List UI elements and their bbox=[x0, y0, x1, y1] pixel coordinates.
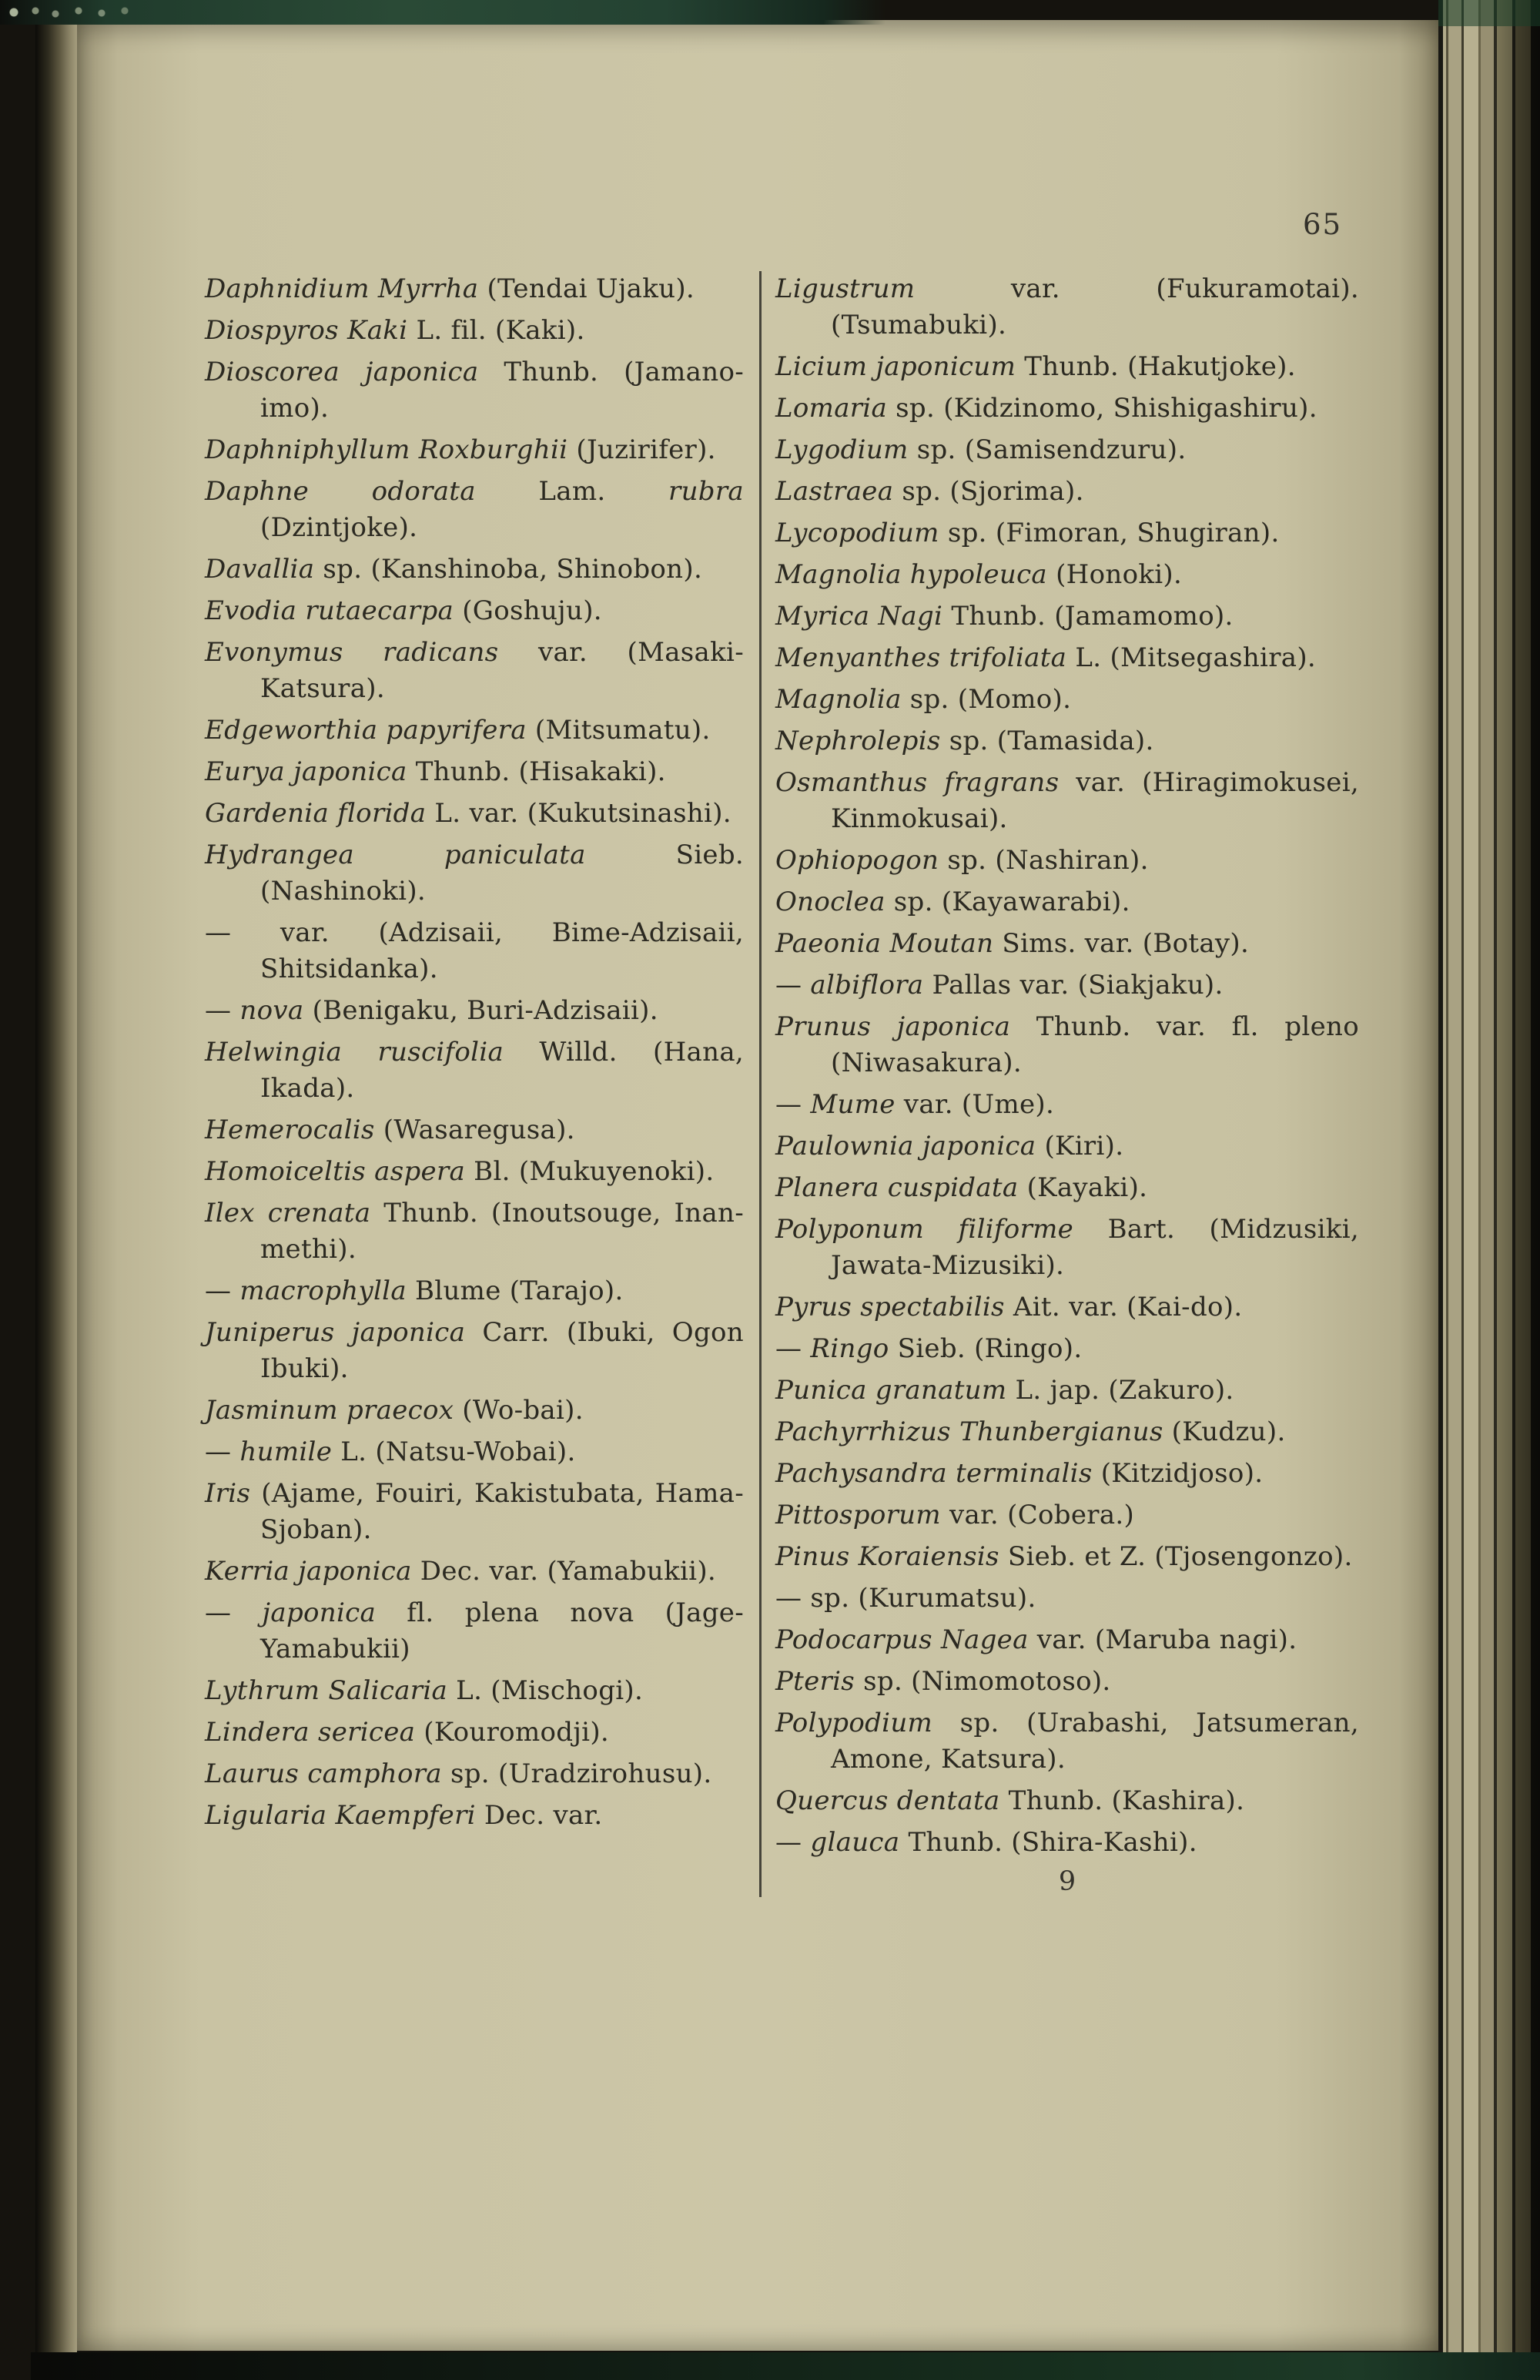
roman-text-segment: sp. (Kidzinomo, Shishigashiru). bbox=[887, 393, 1317, 424]
roman-text-segment: Thunb. (Hisakaki). bbox=[407, 756, 666, 787]
plant-entry bbox=[775, 765, 1359, 837]
latin-name-segment: Quercus dentata bbox=[775, 1785, 1000, 1816]
left-column bbox=[205, 271, 744, 1897]
plant-entry bbox=[775, 557, 1359, 593]
roman-text-segment: Carr. (Ibuki, Ogon Ibuki). bbox=[260, 1317, 744, 1384]
plant-entry bbox=[205, 1434, 744, 1470]
latin-name-segment: Podocarpus Nagea bbox=[775, 1624, 1029, 1655]
latin-name-segment: Onoclea bbox=[775, 887, 886, 917]
roman-text-segment: (Wo-bai). bbox=[454, 1395, 584, 1426]
plant-entry bbox=[775, 1825, 1359, 1861]
roman-text-segment: — bbox=[205, 1275, 240, 1306]
latin-name-segment: Magnolia hypoleuca bbox=[775, 559, 1047, 590]
roman-text-segment: Thunb. (Kashira). bbox=[999, 1785, 1245, 1816]
plant-entry bbox=[775, 349, 1359, 385]
latin-name-segment: Juniperus japonica bbox=[205, 1317, 466, 1348]
roman-text-segment: L. (Mitsegashira). bbox=[1066, 642, 1316, 673]
roman-text-segment: Thunb. (Shira-Kashi). bbox=[899, 1827, 1197, 1858]
roman-text-segment: — bbox=[775, 1827, 811, 1858]
roman-text-segment: var. (Masaki-Katsura). bbox=[260, 637, 744, 704]
latin-name-segment: Planera cuspidata bbox=[775, 1172, 1019, 1203]
latin-name-segment: Pteris bbox=[775, 1666, 855, 1697]
plant-entry bbox=[205, 1595, 744, 1668]
latin-name-segment: Edgeworthia papyrifera bbox=[205, 715, 527, 746]
latin-name-segment: Ophiopogon bbox=[775, 845, 939, 876]
latin-name-segment: Pyrus spectabilis bbox=[775, 1292, 1005, 1322]
plant-entry bbox=[775, 1497, 1359, 1534]
roman-text-segment: sp. (Fimoran, Shugiran). bbox=[939, 518, 1280, 548]
cover-ornament bbox=[5, 3, 151, 22]
latin-name-segment: Ligustrum bbox=[775, 273, 916, 304]
roman-text-segment: var. (Hiragimokusei, Kinmokusai). bbox=[831, 767, 1359, 834]
plant-entry bbox=[775, 1414, 1359, 1450]
roman-text-segment: Sims. var. (Botay). bbox=[993, 928, 1250, 959]
roman-text-segment: var. (Ume). bbox=[895, 1089, 1055, 1120]
latin-name-segment: rubra bbox=[668, 476, 744, 507]
roman-text-segment: sp. (Sjorima). bbox=[893, 476, 1084, 507]
plant-entry bbox=[775, 1622, 1359, 1658]
roman-text-segment: sp. (Samisendzuru). bbox=[908, 434, 1187, 465]
plant-entry bbox=[775, 1212, 1359, 1284]
latin-name-segment: Ringo bbox=[810, 1333, 889, 1364]
plant-entry bbox=[775, 1581, 1359, 1617]
roman-text-segment: Thunb. (Jamamomo). bbox=[942, 601, 1234, 632]
latin-name-segment: Lygodium bbox=[775, 434, 909, 465]
latin-name-segment: Mume bbox=[810, 1089, 896, 1120]
roman-text-segment: sp. (Tamasida). bbox=[940, 726, 1154, 756]
plant-entry bbox=[775, 723, 1359, 759]
latin-name-segment: Osmanthus fragrans bbox=[775, 767, 1060, 798]
latin-name-segment: Pittosporum bbox=[775, 1500, 941, 1530]
plant-entry bbox=[205, 796, 744, 832]
plant-entry bbox=[775, 1664, 1359, 1700]
plant-entry bbox=[775, 967, 1359, 1004]
plant-entry bbox=[205, 1673, 744, 1709]
latin-name-segment: Davallia bbox=[205, 554, 315, 585]
roman-text-segment: Lam. bbox=[475, 476, 669, 507]
right-column-list bbox=[775, 271, 1359, 1861]
plant-entry bbox=[775, 926, 1359, 962]
roman-text-segment: (Honoki). bbox=[1047, 559, 1183, 590]
plant-entry bbox=[775, 432, 1359, 468]
latin-name-segment: Pachyrrhizus Thunbergianus bbox=[775, 1416, 1163, 1447]
plant-entry bbox=[775, 1128, 1359, 1165]
latin-name-segment: Lindera sericea bbox=[205, 1717, 416, 1748]
roman-text-segment: (Dzintjoke). bbox=[260, 512, 418, 543]
latin-name-segment: Myrica Nagi bbox=[775, 601, 943, 632]
latin-name-segment: Helwingia ruscifolia bbox=[205, 1037, 504, 1068]
roman-text-segment: Dec. var. bbox=[475, 1800, 603, 1831]
latin-name-segment: Gardenia florida bbox=[205, 798, 427, 829]
page-number: 65 bbox=[1303, 208, 1343, 241]
latin-name-segment: Pachysandra terminalis bbox=[775, 1458, 1093, 1489]
roman-text-segment: fl. plena nova (Jage-Yamabukii) bbox=[260, 1597, 744, 1664]
roman-text-segment: (Ajame, Fouiri, Kakistubata, Hama-Sjoban). bbox=[250, 1478, 744, 1545]
latin-name-segment: Magnolia bbox=[775, 684, 902, 715]
roman-text-segment: var. (Cobera.) bbox=[940, 1500, 1135, 1530]
roman-text-segment: (Kitzidjoso). bbox=[1092, 1458, 1264, 1489]
roman-text-segment: L. (Mischogi). bbox=[447, 1675, 644, 1706]
plant-entry bbox=[205, 551, 744, 588]
plant-entry bbox=[205, 1273, 744, 1309]
plant-entry bbox=[205, 1315, 744, 1387]
roman-text-segment: (Mitsumatu). bbox=[526, 715, 711, 746]
plant-entry bbox=[205, 1476, 744, 1548]
plant-entry bbox=[775, 598, 1359, 635]
roman-text-segment: sp. (Uradzirohusu). bbox=[441, 1758, 712, 1789]
latin-name-segment: Hemerocalis bbox=[205, 1115, 375, 1145]
plant-entry bbox=[775, 843, 1359, 879]
book-cover-edge-bottom bbox=[31, 2352, 1540, 2380]
latin-name-segment: Pinus Koraiensis bbox=[775, 1541, 999, 1572]
plant-entry bbox=[775, 884, 1359, 920]
roman-text-segment: — bbox=[775, 1333, 811, 1364]
latin-name-segment: Lycopodium bbox=[775, 518, 939, 548]
plant-entry bbox=[205, 1034, 744, 1107]
plant-entry bbox=[775, 1009, 1359, 1081]
latin-name-segment: Punica granatum bbox=[775, 1375, 1007, 1406]
roman-text-segment: var. (Fukuramotai). (Tsumabuki). bbox=[831, 273, 1359, 340]
roman-text-segment: sp. (Nimomotoso). bbox=[855, 1666, 1111, 1697]
latin-name-segment: Ligularia Kaempferi bbox=[205, 1800, 476, 1831]
latin-name-segment: Licium japonicum bbox=[775, 351, 1016, 382]
plant-entry bbox=[205, 432, 744, 468]
plant-entry bbox=[205, 593, 744, 629]
plant-entry bbox=[205, 1195, 744, 1268]
latin-name-segment: Diospyros Kaki bbox=[205, 315, 408, 346]
roman-text-segment: Thunb. (Hakutjoke). bbox=[1016, 351, 1296, 382]
latin-name-segment: Evonymus radicans bbox=[205, 637, 499, 668]
roman-text-segment: — bbox=[205, 1436, 240, 1467]
latin-name-segment: Lythrum Salicaria bbox=[205, 1675, 448, 1706]
roman-text-segment: sp. (Kayawarabi). bbox=[885, 887, 1130, 917]
latin-name-segment: albiflora bbox=[810, 970, 924, 1001]
latin-name-segment: Daphnidium Myrrha bbox=[205, 273, 479, 304]
roman-text-segment: Thunb. (Inoutsouge, Inan-methi). bbox=[260, 1198, 744, 1265]
plant-entry bbox=[775, 1087, 1359, 1123]
roman-text-segment: Bl. (Mukuyenoki). bbox=[465, 1156, 715, 1187]
roman-text-segment: Thunb. var. fl. pleno (Niwasakura). bbox=[831, 1011, 1359, 1078]
roman-text-segment: (Kouromodji). bbox=[415, 1717, 610, 1748]
plant-entry bbox=[205, 1154, 744, 1190]
latin-name-segment: Nephrolepis bbox=[775, 726, 941, 756]
roman-text-segment: Sieb. et Z. (Tjosengonzo). bbox=[999, 1541, 1353, 1572]
roman-text-segment: L. var. (Kukutsinashi). bbox=[426, 798, 732, 829]
latin-name-segment: Daphne odorata bbox=[205, 476, 476, 507]
latin-name-segment: Prunus japonica bbox=[775, 1011, 1011, 1042]
column-divider-rule bbox=[759, 271, 762, 1897]
plant-entry bbox=[205, 474, 744, 546]
plant-entry bbox=[205, 313, 744, 349]
roman-text-segment: (Benigaku, Buri-Adzisaii). bbox=[303, 995, 658, 1026]
plant-entry bbox=[205, 635, 744, 707]
roman-text-segment: Pallas var. (Siakjaku). bbox=[923, 970, 1224, 1001]
latin-name-segment: Ilex crenata bbox=[205, 1198, 371, 1229]
roman-text-segment: (Kayaki). bbox=[1018, 1172, 1148, 1203]
latin-name-segment: Polypodium bbox=[775, 1708, 933, 1738]
plant-entry bbox=[775, 682, 1359, 718]
latin-name-segment: macrophylla bbox=[239, 1275, 407, 1306]
plant-entry bbox=[205, 354, 744, 427]
roman-text-segment: (Kiri). bbox=[1036, 1131, 1124, 1162]
roman-text-segment: L. jap. (Zakuro). bbox=[1006, 1375, 1234, 1406]
latin-name-segment: Menyanthes trifoliata bbox=[775, 642, 1067, 673]
latin-name-segment: Laurus camphora bbox=[205, 1758, 442, 1789]
roman-text-segment: Ait. var. (Kai-do). bbox=[1004, 1292, 1243, 1322]
roman-text-segment: var. (Maruba nagi). bbox=[1028, 1624, 1297, 1655]
plant-entry bbox=[205, 712, 744, 749]
plant-entry bbox=[205, 1715, 744, 1751]
roman-text-segment: sp. (Nashiran). bbox=[939, 845, 1149, 876]
latin-name-segment: japonica bbox=[262, 1597, 377, 1628]
plant-entry bbox=[775, 515, 1359, 551]
latin-name-segment: nova bbox=[239, 995, 304, 1026]
plant-entry bbox=[205, 754, 744, 790]
plant-entry bbox=[775, 474, 1359, 510]
plant-entry bbox=[205, 1798, 744, 1834]
roman-text-segment: (Goshuju). bbox=[454, 595, 602, 626]
roman-text-segment: Thunb. (Jamano-imo). bbox=[260, 357, 745, 424]
right-page-edges bbox=[1438, 0, 1540, 2380]
text-columns bbox=[205, 271, 1359, 1897]
plant-entry bbox=[205, 1554, 744, 1590]
roman-text-segment: Willd. (Hana, Ikada). bbox=[260, 1037, 744, 1104]
latin-name-segment: Iris bbox=[205, 1478, 251, 1509]
roman-text-segment: Sieb. (Ringo). bbox=[889, 1333, 1083, 1364]
latin-name-segment: Polyponum filiforme bbox=[775, 1214, 1074, 1245]
roman-text-segment: — bbox=[775, 970, 811, 1001]
plant-entry bbox=[205, 993, 744, 1029]
roman-text-segment: L. fil. (Kaki). bbox=[407, 315, 585, 346]
latin-name-segment: Evodia rutaecarpa bbox=[205, 595, 454, 626]
roman-text-segment: sp. (Urabashi, Jatsumeran, Amone, Katsura). bbox=[831, 1708, 1359, 1775]
plant-entry bbox=[775, 391, 1359, 427]
left-page-edge bbox=[35, 9, 77, 2366]
right-column bbox=[775, 271, 1359, 1897]
latin-name-segment: glauca bbox=[810, 1827, 900, 1858]
plant-entry bbox=[205, 915, 744, 987]
plant-entry bbox=[775, 1539, 1359, 1575]
roman-text-segment: sp. (Kanshinoba, Shinobon). bbox=[314, 554, 703, 585]
latin-name-segment: Dioscorea japonica bbox=[205, 357, 479, 387]
latin-name-segment: humile bbox=[239, 1436, 333, 1467]
plant-entry bbox=[775, 640, 1359, 676]
signature-mark: 9 bbox=[1058, 1866, 1076, 1897]
roman-text-segment: sp. (Momo). bbox=[901, 684, 1072, 715]
plant-entry bbox=[205, 271, 744, 307]
latin-name-segment: Lastraea bbox=[775, 476, 894, 507]
plant-entry bbox=[775, 1373, 1359, 1409]
plant-entry bbox=[775, 1705, 1359, 1778]
roman-text-segment: (Juzirifer). bbox=[567, 434, 716, 465]
roman-text-segment: — bbox=[205, 995, 240, 1026]
plant-entry bbox=[205, 837, 744, 910]
latin-name-segment: Jasminum praecox bbox=[205, 1395, 454, 1426]
roman-text-segment: — var. (Adzisaii, Bime-Adzisaii, Shitsidanka). bbox=[205, 917, 744, 984]
latin-name-segment: Kerria japonica bbox=[205, 1556, 412, 1587]
latin-name-segment: Hydrangea paniculata bbox=[205, 840, 586, 870]
plant-entry bbox=[775, 1783, 1359, 1819]
plant-entry bbox=[205, 1756, 744, 1792]
plant-entry bbox=[775, 1289, 1359, 1326]
plant-entry bbox=[775, 1456, 1359, 1492]
plant-entry bbox=[775, 1331, 1359, 1367]
roman-text-segment: — sp. (Kurumatsu). bbox=[775, 1583, 1036, 1614]
roman-text-segment: — bbox=[775, 1089, 811, 1120]
plant-entry bbox=[205, 1393, 744, 1429]
book-page bbox=[77, 20, 1440, 2351]
latin-name-segment: Paulownia japonica bbox=[775, 1131, 1036, 1162]
roman-text-segment: Dec. var. (Yamabukii). bbox=[411, 1556, 716, 1587]
latin-name-segment: Eurya japonica bbox=[205, 756, 407, 787]
roman-text-segment: (Wasaregusa). bbox=[374, 1115, 575, 1145]
roman-text-segment: Blume (Tarajo). bbox=[406, 1275, 624, 1306]
latin-name-segment: Paeonia Moutan bbox=[775, 928, 994, 959]
latin-name-segment: Daphniphyllum Roxburghii bbox=[205, 434, 568, 465]
plant-entry bbox=[775, 1170, 1359, 1206]
latin-name-segment: Lomaria bbox=[775, 393, 888, 424]
roman-text-segment: (Kudzu). bbox=[1163, 1416, 1286, 1447]
latin-name-segment: Homoiceltis aspera bbox=[205, 1156, 466, 1187]
plant-entry bbox=[775, 271, 1359, 344]
roman-text-segment: — bbox=[205, 1597, 263, 1628]
roman-text-segment: Bart. (Midzusiki, Jawata-Mizusiki). bbox=[831, 1214, 1359, 1281]
roman-text-segment: L. (Natsu-Wobai). bbox=[332, 1436, 576, 1467]
plant-entry bbox=[205, 1112, 744, 1148]
roman-text-segment: Sieb. (Nashinoki). bbox=[260, 840, 744, 907]
roman-text-segment: (Tendai Ujaku). bbox=[478, 273, 695, 304]
